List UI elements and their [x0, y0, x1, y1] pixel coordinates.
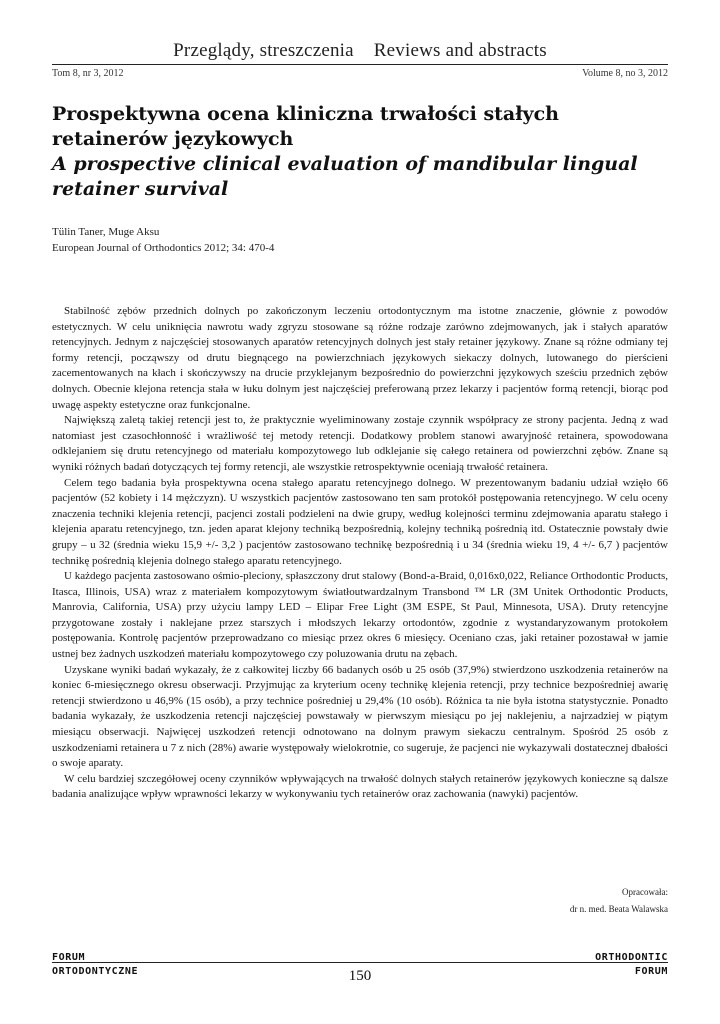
body-paragraph: W celu bardziej szczegółowej oceny czynników wpływających na trwałość dolnych stałych retainerów językowych konieczne są dalsze badania analizujące wpływ wprawności lekarzy w wykonywaniu tych retainerów oraz zachowania (nawyki) pacjentów. — [52, 772, 668, 801]
article-title-en: A prospective clinical evaluation of mandibular lingual retainer survival — [52, 153, 638, 200]
signature-name: dr n. med. Beata Walawska — [569, 904, 668, 914]
section-title — [0, 40, 720, 62]
article-title-pl: Prospektywna ocena kliniczna trwałości stałych retainerów językowych — [52, 103, 559, 150]
footer-rule — [52, 962, 668, 963]
volume-en: Volume 8, no 3, 2012 — [582, 68, 668, 79]
body-paragraph: U każdego pacjenta zastosowano ośmio-pleciony, spłaszczony drut stalowy (Bond-a-Braid, 0,016x0,022, Reliance Orthodontic Products, Itasca, Illinois, USA) wraz z materiałem kompozytowym światłoutwardzalnym Transbond ™ LR (3M Unitek Orthodontic Products, Manrovia, California, USA) przy użyciu lampy LED – Elipar Free Light (3M ESPE, St Paul, Minnesota, USA). Druty retencyjne przygotowane zostały i naklejane przez starszych i młodszych lekarzy ortodontów, zgodnie z wystandaryzowanym protokołem postępowania. Kontrolę pacjentów przeprowadzano co miesiąc przez okres 6 miesięcy. Oceniano czas, jaki retainer pozostawał w jamie ustnej bez żadnych uszkodzeń materiału kompozytowego czy poluzowania drutu na zębach. — [52, 570, 668, 661]
article-title-block — [52, 102, 668, 202]
signature-block — [570, 884, 668, 918]
volume-pl: Tom 8, nr 3, 2012 — [52, 68, 124, 79]
section-title-pl: Przeglądy, streszczenia — [173, 40, 354, 61]
footer-left-line1: FORUM — [52, 952, 86, 963]
article-citation: European Journal of Orthodontics 2012; 34: 470-4 — [52, 242, 275, 254]
article-body — [52, 304, 668, 803]
footer-right-line1: ORTHODONTIC — [595, 952, 668, 963]
article-authors-block — [52, 224, 668, 256]
body-paragraph: Celem tego badania była prospektywna ocena stałego aparatu retencyjnego dolnego. W prezentowanym badaniu udział wzięło 66 pacjentów (52 kobiety i 14 mężczyzn). U wszystkich pacjentów zastosowano ten sam protokół postępowania retencyjnego. W celu oceny znaczenia techniki klejenia retencji, pacjenci zostali podzieleni na dwie grupy, według kolejności terminu zdejmowania aparatu stałego i klejenia aparatu retencyjnego, tzn. jeden aparat klejony techniką bezpośrednią, kolejny techniką pośrednią itd. Ostatecznie powstały dwie grupy – u 32 (średnia wieku 15,9 +/- 3,2 ) pacjentów zastosowano technikę bezpośrednią i u 34 (średnia wieku 19, 4 +/- 6,7 ) pacjentów technikę pośrednią klejenia dolnego stałego aparatu retencyjnego. — [52, 476, 668, 567]
header-rule — [52, 64, 668, 65]
signature-label: Opracowała: — [622, 887, 668, 897]
body-paragraph: Największą zaletą takiej retencji jest to, że praktycznie wyeliminowany zostaje czynnik współpracy ze strony pacjenta. Jedną z wad natomiast jest czasochłonność i wrażliwość tej metody retencji. Dodatkowy problem stanowi awaryjność retainera, spowodowana odklejaniem się drutu retencyjnego od materiału kompozytowego lub odklejanie się całego retainera od powierzchni zębów. Znane są wyniki różnych badań dotyczących tej formy retencji, ale wszystkie retrospektywnie oceniają trwałość retainera. — [52, 414, 668, 473]
section-title-en: Reviews and abstracts — [373, 40, 547, 61]
article-authors: Tülin Taner, Muge Aksu — [52, 226, 160, 238]
page-number: 150 — [348, 968, 372, 984]
footer-right-line2: FORUM — [634, 966, 668, 977]
body-paragraph: Stabilność zębów przednich dolnych po zakończonym leczeniu ortodontycznym ma istotne znaczenie, głównie z powodów estetycznych. W celu uniknięcia nawrotu wady zgryzu stosowane są różne rodzaje zarówno zdejmowanych, jak i stałych aparatów retencyjnych. Jednym z najczęściej stosowanych aparatów retencyjnych dolnych jest stały retainer językowy. Znane są różne odmiany tej formy retencji, począwszy od drutu biegnącego na powierzchniach językowych siekaczy dolnych, lutowanego do pierścieni zacementowanych na kłach i skończywszy na drucie przyklejanym bezpośrednio do powierzchni językowych sześciu przednich zębów dolnych. Obecnie klejona retencja stała w łuku dolnym jest najczęściej preferowaną przez lekarzy i pacjentów formą retencji, biorąc pod uwagę aspekty estetyczne oraz funkcjonalne. — [52, 305, 668, 411]
footer-left-line2: ORTODONTYCZNE — [52, 966, 139, 977]
volume-row — [52, 68, 668, 79]
body-paragraph: Uzyskane wyniki badań wykazały, że z całkowitej liczby 66 badanych osób u 25 osób (37,9%) stwierdzono uszkodzenia retainerów na koniec 6-miesięcznego okresu obserwacji. Przyjmując za kryterium oceny technikę klejenia retencji, przy technice bezpośredniej awarię retencji stwierdzono u 46,9% (15 osób), a przy technice pośredniej u 29,4% (10 osób). Różnica ta nie była istotna statystycznie. Ponadto badania wykazały, że uszkodzenia retencji najczęściej powstawały w pierwszym miesiącu po jej naklejeniu, a najrzadziej w piątym miesiącu obserwacji. Najwięcej uszkodzeń retencji odnotowano na dolnym prawym siekaczu centralnym. Spośród 25 osób z uszkodzeniami retainera u 7 z nich (28%) awarie występowały wielokrotnie, co sugeruje, że pacjenci nie wykazywali dostatecznej dbałości o swoje aparaty. — [52, 663, 668, 770]
